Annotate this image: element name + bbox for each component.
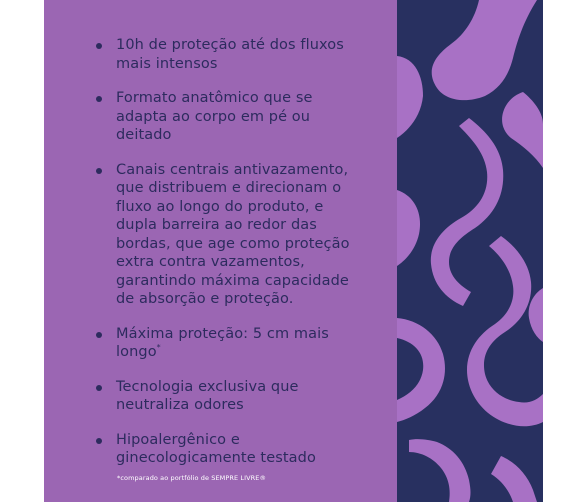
feature-item bbox=[96, 36, 396, 73]
footnote-marker: * bbox=[156, 343, 161, 353]
feature-line: adapta ao corpo em pé ou bbox=[116, 108, 311, 125]
wave-pattern-icon bbox=[397, 0, 543, 502]
feature-line: dupla barreira ao redor das bbox=[116, 217, 317, 233]
feature-line: ginecologicamente testado bbox=[116, 450, 316, 466]
bullet-icon bbox=[96, 332, 102, 338]
decorative-pattern-panel bbox=[397, 0, 543, 502]
bullet-icon bbox=[96, 96, 102, 102]
bullet-icon bbox=[96, 385, 102, 391]
feature-line: Hipoalergênico e bbox=[116, 431, 240, 448]
feature-item bbox=[96, 378, 396, 415]
bullet-icon bbox=[96, 438, 102, 444]
feature-line: deitado bbox=[116, 127, 172, 143]
feature-line: mais intensos bbox=[116, 55, 218, 72]
feature-line: garantindo máxima capacidade bbox=[116, 272, 349, 289]
feature-line: Formato anatômico que se bbox=[116, 90, 313, 106]
bullet-icon bbox=[96, 43, 102, 49]
bullet-icon bbox=[96, 168, 102, 174]
feature-item bbox=[96, 325, 396, 362]
feature-list bbox=[96, 36, 396, 468]
feature-item bbox=[96, 161, 396, 309]
feature-item bbox=[96, 431, 396, 468]
footnote: *comparado ao portfólio de SEMPRE LIVRE® bbox=[117, 474, 267, 482]
feature-line: de absorção e proteção. bbox=[116, 291, 294, 307]
feature-line: 10h de proteção até dos fluxos bbox=[116, 37, 344, 53]
feature-line: fluxo ao longo do produto, e bbox=[116, 198, 324, 215]
feature-line: longo bbox=[116, 344, 157, 360]
feature-line: neutraliza odores bbox=[116, 397, 244, 413]
feature-line: bordas, que age como proteção bbox=[116, 235, 350, 252]
feature-line: extra contra vazamentos, bbox=[116, 254, 305, 270]
feature-line: Tecnologia exclusiva que bbox=[116, 378, 299, 395]
feature-line: Máxima proteção: 5 cm mais bbox=[116, 325, 329, 342]
feature-line: Canais centrais antivazamento, bbox=[116, 161, 349, 178]
feature-item bbox=[96, 89, 396, 145]
feature-line: que distribuem e direcionam o bbox=[116, 180, 342, 196]
